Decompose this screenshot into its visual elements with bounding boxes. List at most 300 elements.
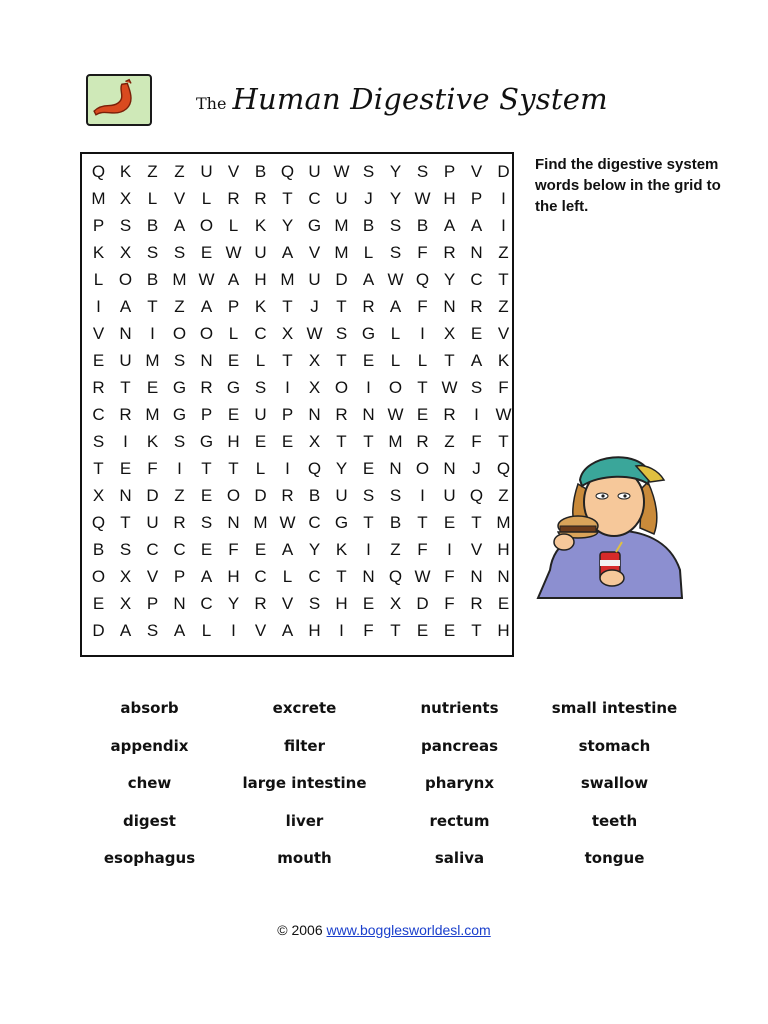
grid-letter: E — [200, 486, 213, 505]
grid-letter: L — [201, 621, 212, 640]
grid-letter: O — [118, 270, 133, 289]
grid-letter: V — [281, 594, 294, 613]
grid-letter: I — [420, 324, 425, 343]
grid-letter: L — [363, 243, 374, 262]
grid-letter: E — [443, 621, 456, 640]
grid-letter: E — [470, 324, 483, 343]
grid-letter: H — [254, 270, 267, 289]
grid-letter: Z — [174, 297, 185, 316]
grid-letter: T — [201, 459, 212, 478]
grid-letter: Q — [307, 459, 322, 478]
grid-letter: T — [417, 378, 428, 397]
grid-letter: O — [415, 459, 430, 478]
grid-row — [82, 482, 512, 509]
grid-letter: P — [146, 594, 159, 613]
grid-letter: F — [417, 297, 428, 316]
grid-letter: E — [146, 378, 159, 397]
grid-letter: Z — [498, 297, 509, 316]
grid-letter: G — [172, 378, 187, 397]
grid-letter: A — [173, 216, 186, 235]
grid-letter: J — [364, 189, 373, 208]
grid-letter: P — [443, 162, 456, 181]
boy-eating-burger-illustration — [530, 440, 690, 610]
grid-letter: W — [414, 567, 431, 586]
grid-letter: E — [92, 351, 105, 370]
stomach-icon — [88, 76, 150, 124]
grid-letter: A — [200, 297, 213, 316]
grid-letter: R — [92, 378, 105, 397]
word-list-item: pharynx — [424, 774, 495, 792]
grid-letter: W — [333, 162, 350, 181]
grid-letter: O — [199, 324, 214, 343]
grid-letter: Z — [498, 243, 509, 262]
grid-letter: A — [470, 351, 483, 370]
footer — [0, 922, 768, 938]
grid-letter: Z — [498, 486, 509, 505]
grid-row — [82, 536, 512, 563]
grid-letter: G — [334, 513, 349, 532]
grid-letter: K — [119, 162, 132, 181]
grid-letter: L — [147, 189, 158, 208]
grid-letter: N — [497, 567, 510, 586]
grid-letter: X — [281, 324, 294, 343]
grid-letter: I — [339, 621, 344, 640]
grid-letter: E — [281, 432, 294, 451]
word-list-item: liver — [285, 811, 324, 830]
grid-letter: Q — [469, 486, 484, 505]
grid-letter: W — [279, 513, 296, 532]
grid-letter: E — [227, 351, 240, 370]
grid-letter: L — [93, 270, 104, 289]
grid-letter: I — [420, 486, 425, 505]
grid-letter: C — [200, 594, 213, 613]
grid-letter: A — [200, 567, 213, 586]
grid-letter: T — [444, 351, 455, 370]
grid-letter: J — [310, 297, 319, 316]
grid-letter: I — [96, 297, 101, 316]
grid-letter: P — [200, 405, 213, 424]
grid-row — [82, 374, 512, 401]
grid-letter: K — [146, 432, 159, 451]
grid-row — [82, 590, 512, 617]
grid-letter: P — [281, 405, 294, 424]
grid-letter: R — [200, 378, 213, 397]
grid-letter: S — [416, 162, 429, 181]
website-link[interactable]: www.bogglesworldesl.com — [326, 922, 491, 938]
grid-letter: T — [336, 297, 347, 316]
grid-letter: G — [199, 432, 214, 451]
grid-letter: W — [198, 270, 215, 289]
grid-letter: F — [417, 540, 428, 559]
grid-letter: L — [282, 567, 293, 586]
grid-letter: E — [497, 594, 510, 613]
grid-letter: S — [146, 621, 159, 640]
grid-letter: G — [226, 378, 241, 397]
copyright-text: © 2006 — [277, 922, 323, 938]
grid-letter: S — [362, 486, 375, 505]
grid-letter: C — [308, 567, 321, 586]
grid-letter: T — [498, 432, 509, 451]
grid-letter: L — [228, 216, 239, 235]
grid-letter: K — [92, 243, 105, 262]
grid-letter: T — [471, 513, 482, 532]
grid-letter: R — [443, 243, 456, 262]
grid-letter: I — [501, 216, 506, 235]
page-title — [196, 82, 608, 116]
grid-letter: I — [501, 189, 506, 208]
grid-letter: H — [308, 621, 321, 640]
grid-letter: Z — [174, 162, 185, 181]
grid-letter: X — [389, 594, 402, 613]
grid-letter: G — [307, 216, 322, 235]
grid-letter: S — [254, 378, 267, 397]
word-list-item: chew — [127, 774, 172, 792]
grid-letter: E — [416, 621, 429, 640]
grid-letter: O — [172, 324, 187, 343]
grid-letter: M — [145, 351, 160, 370]
grid-letter: W — [387, 270, 404, 289]
word-list-item: pancreas — [420, 736, 499, 755]
grid-letter: U — [308, 162, 321, 181]
grid-letter: Y — [389, 189, 402, 208]
grid-letter: C — [173, 540, 186, 559]
grid-letter: M — [496, 513, 511, 532]
grid-letter: A — [470, 216, 483, 235]
word-list-item: rectum — [429, 811, 490, 830]
grid-letter: H — [497, 540, 510, 559]
grid-letter: M — [172, 270, 187, 289]
word-list-item: stomach — [578, 736, 651, 755]
title-prefix: The — [196, 94, 227, 113]
grid-letter: O — [199, 216, 214, 235]
grid-letter: A — [119, 621, 132, 640]
grid-letter: H — [443, 189, 456, 208]
grid-letter: A — [443, 216, 456, 235]
instructions: Find the digestive system words below in the grid to the left. — [535, 156, 721, 215]
grid-letter: M — [253, 513, 268, 532]
grid-letter: P — [92, 216, 105, 235]
grid-letter: F — [228, 540, 239, 559]
grid-row — [82, 563, 512, 590]
grid-letter: E — [200, 243, 213, 262]
word-list-item: filter — [283, 736, 325, 755]
grid-letter: N — [470, 567, 483, 586]
grid-letter: U — [443, 486, 456, 505]
grid-letter: Z — [444, 432, 455, 451]
grid-letter: N — [173, 594, 186, 613]
grid-letter: F — [444, 594, 455, 613]
grid-letter: F — [417, 243, 428, 262]
grid-letter: I — [285, 459, 290, 478]
grid-letter: N — [443, 297, 456, 316]
word-list-item: teeth — [591, 811, 638, 830]
grid-letter: X — [119, 567, 132, 586]
grid-row — [82, 239, 512, 266]
word-list-item: saliva — [434, 849, 485, 867]
grid-row — [82, 401, 512, 428]
grid-letter: U — [335, 189, 348, 208]
grid-letter: A — [119, 297, 132, 316]
grid-letter: K — [497, 351, 510, 370]
grid-letter: U — [254, 243, 267, 262]
grid-letter: W — [414, 189, 431, 208]
grid-letter: R — [416, 432, 429, 451]
grid-letter: O — [91, 567, 106, 586]
grid-letter: S — [173, 432, 186, 451]
grid-letter: S — [200, 513, 213, 532]
grid-letter: O — [334, 378, 349, 397]
grid-letter: T — [336, 567, 347, 586]
grid-letter: Y — [335, 459, 348, 478]
grid-letter: R — [362, 297, 375, 316]
grid-row — [82, 617, 512, 644]
grid-letter: H — [497, 621, 510, 640]
grid-letter: I — [285, 378, 290, 397]
grid-letter: R — [227, 189, 240, 208]
grid-letter: E — [362, 459, 375, 478]
grid-letter: U — [254, 405, 267, 424]
grid-letter: T — [282, 351, 293, 370]
grid-letter: S — [335, 324, 348, 343]
grid-letter: Z — [147, 162, 158, 181]
grid-letter: P — [173, 567, 186, 586]
grid-letter: U — [200, 162, 213, 181]
grid-letter: R — [443, 405, 456, 424]
grid-letter: Y — [443, 270, 456, 289]
grid-letter: T — [120, 513, 131, 532]
grid-letter: T — [417, 513, 428, 532]
grid-letter: E — [227, 405, 240, 424]
grid-letter: E — [92, 594, 105, 613]
grid-letter: Q — [388, 567, 403, 586]
grid-letter: D — [92, 621, 105, 640]
grid-letter: M — [334, 243, 349, 262]
grid-row — [82, 509, 512, 536]
grid-letter: B — [416, 216, 429, 235]
grid-letter: H — [227, 567, 240, 586]
grid-letter: B — [254, 162, 267, 181]
grid-letter: Z — [390, 540, 401, 559]
grid-letter: S — [92, 432, 105, 451]
grid-letter: E — [443, 513, 456, 532]
grid-letter: T — [120, 378, 131, 397]
grid-row — [82, 320, 512, 347]
grid-letter: T — [363, 513, 374, 532]
grid-letter: R — [173, 513, 186, 532]
grid-letter: K — [254, 216, 267, 235]
grid-letter: X — [443, 324, 456, 343]
grid-letter: G — [361, 324, 376, 343]
grid-letter: L — [201, 189, 212, 208]
grid-letter: T — [93, 459, 104, 478]
grid-letter: C — [308, 189, 321, 208]
grid-letter: L — [390, 324, 401, 343]
grid-letter: R — [335, 405, 348, 424]
grid-letter: V — [92, 324, 105, 343]
grid-letter: X — [119, 189, 132, 208]
grid-row — [82, 347, 512, 374]
grid-letter: I — [150, 324, 155, 343]
word-list-item: mouth — [277, 849, 332, 867]
grid-letter: X — [119, 594, 132, 613]
word-list-item: large intestine — [242, 774, 367, 792]
grid-letter: B — [389, 513, 402, 532]
grid-letter: W — [495, 405, 512, 424]
grid-letter: B — [146, 270, 159, 289]
grid-letter: V — [146, 567, 159, 586]
grid-letter: T — [336, 432, 347, 451]
grid-letter: A — [281, 540, 294, 559]
grid-letter: I — [123, 432, 128, 451]
grid-letter: T — [228, 459, 239, 478]
grid-letter: T — [282, 189, 293, 208]
grid-letter: D — [335, 270, 348, 289]
grid-letter: I — [447, 540, 452, 559]
grid-row — [82, 212, 512, 239]
grid-letter: E — [362, 594, 375, 613]
grid-letter: X — [308, 432, 321, 451]
word-list-item: appendix — [110, 736, 189, 755]
grid-letter: S — [470, 378, 483, 397]
grid-row — [82, 293, 512, 320]
grid-letter: S — [119, 540, 132, 559]
grid-row — [82, 158, 512, 185]
grid-letter: A — [173, 621, 186, 640]
grid-letter: L — [390, 351, 401, 370]
grid-letter: Q — [415, 270, 430, 289]
grid-letter: J — [472, 459, 481, 478]
grid-letter: X — [92, 486, 105, 505]
grid-letter: A — [281, 243, 294, 262]
grid-letter: T — [282, 297, 293, 316]
grid-letter: B — [92, 540, 105, 559]
grid-letter: B — [362, 216, 375, 235]
grid-letter: Y — [308, 540, 321, 559]
grid-letter: R — [254, 594, 267, 613]
grid-letter: T — [147, 297, 158, 316]
grid-letter: T — [471, 621, 482, 640]
grid-letter: S — [146, 243, 159, 262]
word-list — [72, 696, 692, 884]
grid-letter: C — [308, 513, 321, 532]
grid-letter: E — [254, 540, 267, 559]
grid-letter: Q — [91, 513, 106, 532]
grid-letter: S — [173, 243, 186, 262]
grid-letter: C — [254, 324, 267, 343]
grid-letter: N — [119, 486, 132, 505]
grid-letter: R — [470, 594, 483, 613]
grid-letter: S — [308, 594, 321, 613]
grid-row — [82, 185, 512, 212]
grid-letter: L — [417, 351, 428, 370]
grid-letter: A — [227, 270, 240, 289]
grid-letter: I — [231, 621, 236, 640]
word-list-item: absorb — [120, 699, 179, 717]
word-list-item: digest — [123, 811, 176, 830]
grid-letter: M — [145, 405, 160, 424]
grid-letter: V — [254, 621, 267, 640]
grid-letter: F — [363, 621, 374, 640]
grid-row — [82, 428, 512, 455]
grid-letter: U — [335, 486, 348, 505]
grid-letter: U — [308, 270, 321, 289]
grid-letter: H — [335, 594, 348, 613]
grid-letter: K — [335, 540, 348, 559]
grid-letter: Q — [496, 459, 511, 478]
grid-letter: Q — [91, 162, 106, 181]
grid-letter: D — [146, 486, 159, 505]
grid-letter: M — [334, 216, 349, 235]
grid-letter: R — [119, 405, 132, 424]
grid-row — [82, 455, 512, 482]
grid-row — [82, 266, 512, 293]
title-main: Human Digestive System — [232, 82, 608, 116]
grid-letter: Y — [281, 216, 294, 235]
grid-letter: Z — [174, 486, 185, 505]
grid-letter: L — [228, 324, 239, 343]
grid-letter: A — [362, 270, 375, 289]
grid-letter: I — [366, 378, 371, 397]
grid-letter: F — [444, 567, 455, 586]
grid-letter: N — [308, 405, 321, 424]
grid-letter: S — [119, 216, 132, 235]
word-list-item: small intestine — [551, 699, 678, 717]
grid-letter: T — [390, 621, 401, 640]
grid-letter: C — [254, 567, 267, 586]
grid-letter: S — [389, 216, 402, 235]
grid-letter: W — [306, 324, 323, 343]
grid-letter: V — [227, 162, 240, 181]
stomach-logo — [86, 74, 152, 126]
word-list-item: swallow — [580, 774, 649, 792]
grid-letter: X — [119, 243, 132, 262]
grid-letter: T — [498, 270, 509, 289]
grid-letter: C — [146, 540, 159, 559]
grid-letter: N — [389, 459, 402, 478]
grid-letter: M — [91, 189, 106, 208]
grid-letter: W — [441, 378, 458, 397]
grid-letter: F — [147, 459, 158, 478]
word-list-item: esophagus — [103, 849, 196, 867]
grid-letter: R — [470, 297, 483, 316]
grid-letter: S — [362, 162, 375, 181]
grid-letter: R — [281, 486, 294, 505]
grid-letter: X — [308, 378, 321, 397]
grid-letter: D — [416, 594, 429, 613]
grid-letter: P — [470, 189, 483, 208]
grid-letter: R — [254, 189, 267, 208]
grid-letter: Y — [227, 594, 240, 613]
grid-letter: B — [308, 486, 321, 505]
grid-letter: F — [471, 432, 482, 451]
grid-letter: B — [146, 216, 159, 235]
grid-letter: N — [443, 459, 456, 478]
grid-letter: Y — [389, 162, 402, 181]
grid-letter: E — [362, 351, 375, 370]
grid-letter: M — [280, 270, 295, 289]
grid-letter: S — [389, 243, 402, 262]
grid-letter: F — [498, 378, 509, 397]
grid-letter: Q — [280, 162, 295, 181]
word-list-item: nutrients — [420, 699, 499, 717]
word-list-item: tongue — [584, 849, 645, 867]
word-search-grid — [80, 152, 514, 657]
boy-eating-burger-icon — [530, 440, 690, 610]
grid-letter: O — [388, 378, 403, 397]
grid-letter: N — [362, 567, 375, 586]
grid-letter: S — [173, 351, 186, 370]
grid-letter: L — [255, 351, 266, 370]
